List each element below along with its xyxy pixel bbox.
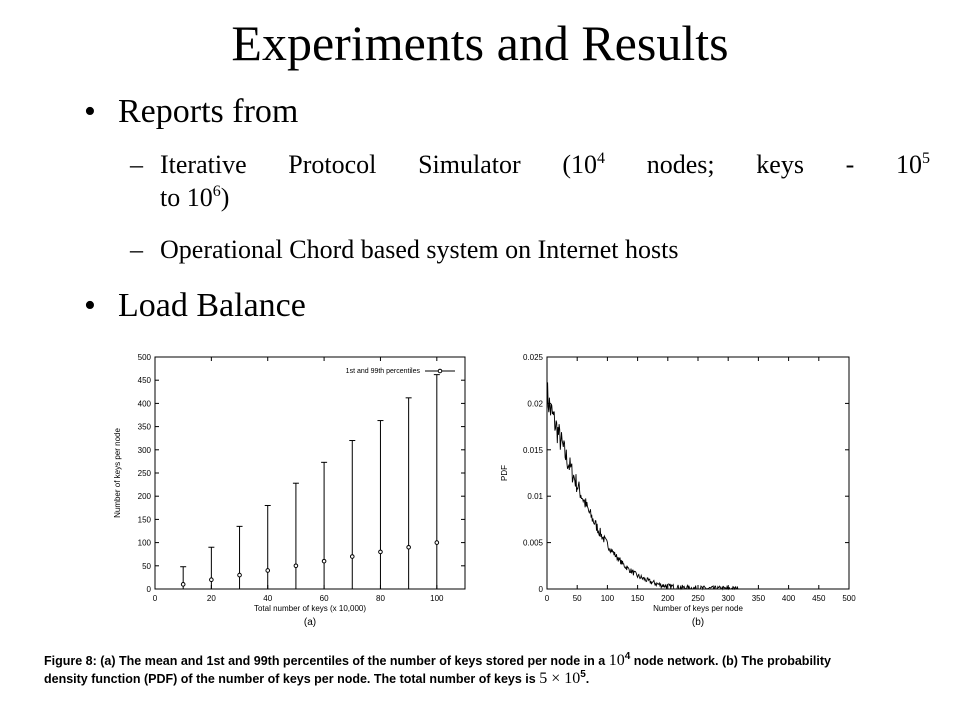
mean-point	[210, 578, 214, 582]
chart-b	[495, 345, 865, 635]
x-tick-label: 50	[572, 594, 582, 603]
y-tick-label: 100	[137, 538, 151, 548]
plot-frame	[155, 357, 465, 589]
mean-point	[294, 564, 298, 568]
y-tick-label: 350	[137, 422, 151, 432]
sub-bullet-chord: – Operational Chord based system on Internet hosts	[130, 235, 679, 264]
x-tick-label: 60	[319, 594, 329, 603]
x-tick-label: 250	[691, 594, 705, 603]
y-tick-label: 500	[137, 353, 151, 362]
bullet-text: Reports from	[118, 93, 299, 130]
bullet-list	[0, 0, 960, 340]
x-tick-label: 40	[263, 594, 273, 603]
legend-label: 1st and 99th percentiles	[345, 368, 420, 375]
bullet-dot: •	[84, 287, 96, 324]
legend-marker	[438, 369, 442, 373]
x-tick-label: 350	[751, 594, 766, 603]
mean-point	[435, 541, 439, 545]
x-axis-label: Total number of keys (x 10,000)	[253, 604, 367, 613]
y-axis-label: PDF	[500, 465, 509, 481]
x-tick-label: 400	[781, 594, 796, 603]
x-tick-label: 80	[376, 594, 385, 603]
x-tick-label: 500	[842, 594, 856, 603]
mean-point	[181, 583, 185, 587]
chart-a	[105, 345, 475, 635]
y-tick-label: 0	[538, 585, 543, 594]
y-tick-label: 0.01	[527, 492, 543, 502]
x-tick-label: 100	[600, 594, 615, 603]
x-tick-label: 450	[812, 594, 826, 603]
y-tick-label: 0	[146, 585, 151, 594]
figure-caption: Figure 8: (a) The mean and 1st and 99th percentiles of the number of keys stored per node in a $10^4$ node network. (b) The probability density function (PDF) of the number of keys per node. The total number of keys is $5 \times 10^5$.	[44, 651, 831, 687]
y-tick-label: 450	[137, 376, 151, 386]
bullet-dot: •	[84, 93, 96, 130]
sub-bullet-simulator-cont: to $10^6$)	[160, 183, 230, 212]
x-tick-label: 150	[630, 594, 645, 603]
bullet-dash: –	[130, 235, 143, 264]
x-tick-label: 100	[430, 594, 444, 603]
y-tick-label: 200	[137, 492, 151, 502]
y-tick-label: 0.005	[522, 538, 543, 548]
bullet-reports-from	[84, 92, 299, 132]
mean-point	[379, 550, 383, 554]
panel-label: (b)	[691, 617, 705, 628]
x-tick-label: 20	[206, 594, 216, 603]
bullet-load-balance	[84, 286, 306, 326]
plot-frame	[547, 357, 849, 589]
y-tick-label: 0.02	[527, 399, 543, 409]
x-tick-label: 0	[152, 594, 158, 603]
y-tick-label: 0.025	[522, 353, 543, 362]
bullet-dash: –	[130, 150, 143, 179]
y-tick-label: 0.015	[522, 445, 543, 455]
x-tick-label: 0	[544, 594, 550, 603]
mean-point	[322, 559, 326, 563]
pdf-line	[547, 382, 764, 589]
x-tick-label: 200	[661, 594, 675, 603]
mean-point	[238, 573, 242, 577]
slide-title: Experiments and Results	[231, 15, 729, 71]
y-tick-label: 150	[137, 515, 151, 525]
y-tick-label: 50	[142, 561, 151, 571]
sub-bullet-simulator: – Iterative Protocol Simulator ($10^4$ nodes; keys - $10^5$	[130, 150, 930, 179]
mean-point	[350, 555, 354, 559]
x-axis-label: Number of keys per node	[653, 604, 743, 613]
mean-point	[407, 545, 411, 549]
mean-point	[266, 569, 270, 573]
y-tick-label: 250	[137, 469, 151, 478]
panel-label: (a)	[303, 617, 317, 628]
x-tick-label: 300	[721, 594, 735, 603]
y-tick-label: 400	[137, 399, 151, 409]
y-axis-label: Number of keys per node	[113, 428, 122, 518]
y-tick-label: 300	[137, 445, 151, 455]
bullet-text: Load Balance	[118, 287, 306, 324]
